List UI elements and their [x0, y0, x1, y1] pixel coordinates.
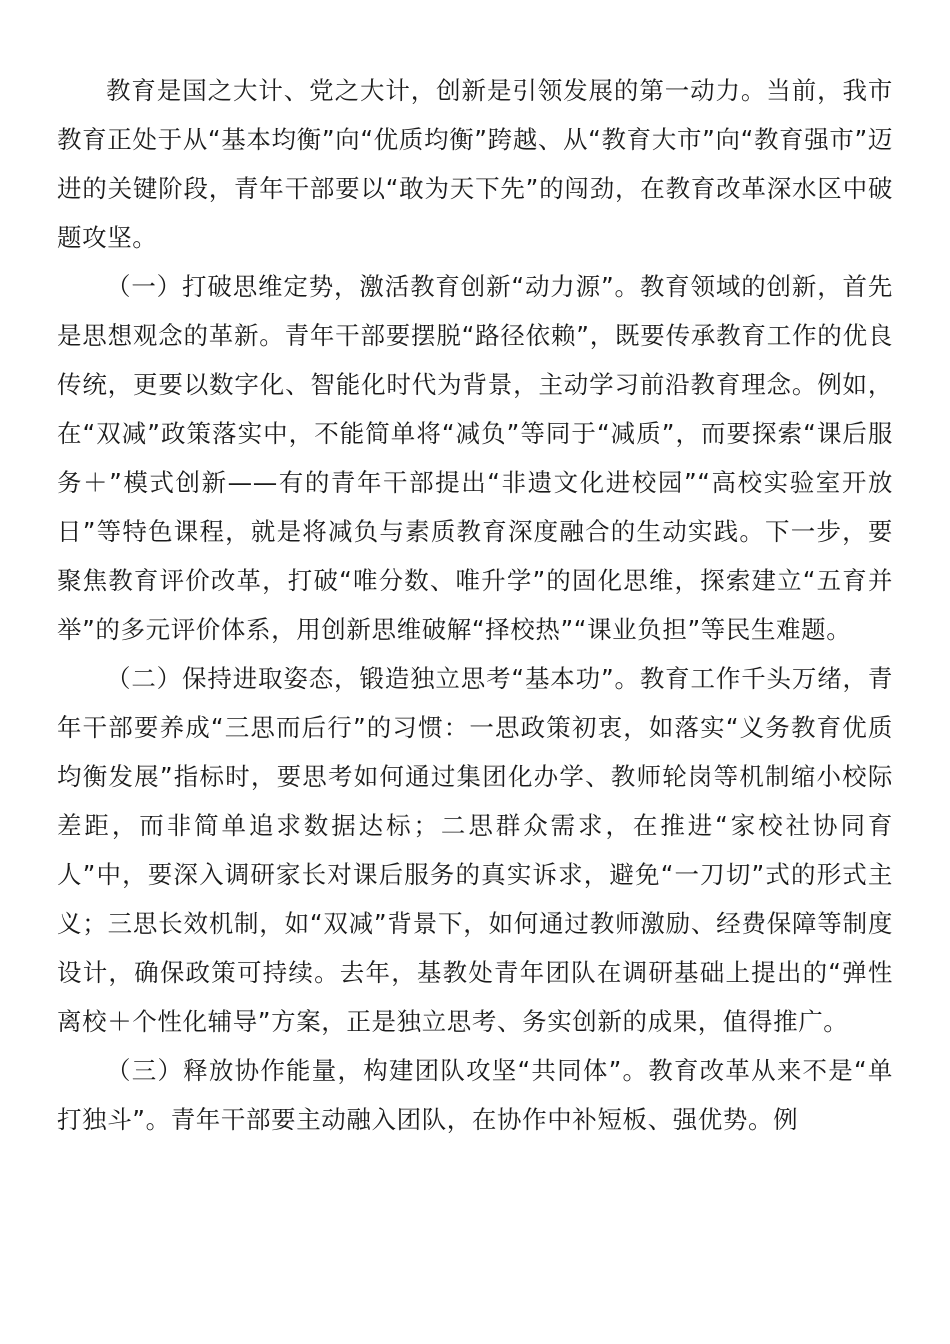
paragraph-intro: 教育是国之大计、党之大计，创新是引领发展的第一动力。当前，我市教育正处于从“基本均衡”向“优质均衡”跨越、从“教育大市”向“教育强市”迈进的关键阶段，青年干部要以“敢为天下先”的闯劲，在教育改革深水区中破题攻坚。: [57, 76, 893, 252]
document-page: [57, 66, 893, 1144]
paragraph-section-1: （一）打破思维定势，激活教育创新“动力源”。教育领域的创新，首先是思想观念的革新。青年干部要摆脱“路径依赖”，既要传承教育工作的优良传统，更要以数字化、智能化时代为背景，主动学习前沿教育理念。例如，在“双减”政策落实中，不能简单将“减负”等同于“减质”，而要探索“课后服务＋”模式创新——有的青年干部提出“非遗文化进校园”“高校实验室开放日”等特色课程，就是将减负与素质教育深度融合的生动实践。下一步，要聚焦教育评价改革，打破“唯分数、唯升学”的固化思维，探索建立“五育并举”的多元评价体系，用创新思维破解“择校热”“课业负担”等民生难题。: [57, 272, 893, 644]
paragraph-section-3: （三）释放协作能量，构建团队攻坚“共同体”。教育改革从来不是“单打独斗”。青年干部要主动融入团队，在协作中补短板、强优势。例: [57, 1056, 893, 1134]
paragraph-section-2: （二）保持进取姿态，锻造独立思考“基本功”。教育工作千头万绪，青年干部要养成“三思而后行”的习惯：一思政策初衷，如落实“义务教育优质均衡发展”指标时，要思考如何通过集团化办学、教师轮岗等机制缩小校际差距，而非简单追求数据达标；二思群众需求，在推进“家校社协同育人”中，要深入调研家长对课后服务的真实诉求，避免“一刀切”式的形式主义；三思长效机制，如“双减”背景下，如何通过教师激励、经费保障等制度设计，确保政策可持续。去年，基教处青年团队在调研基础上提出的“弹性离校＋个性化辅导”方案，正是独立思考、务实创新的成果，值得推广。: [57, 664, 893, 1036]
